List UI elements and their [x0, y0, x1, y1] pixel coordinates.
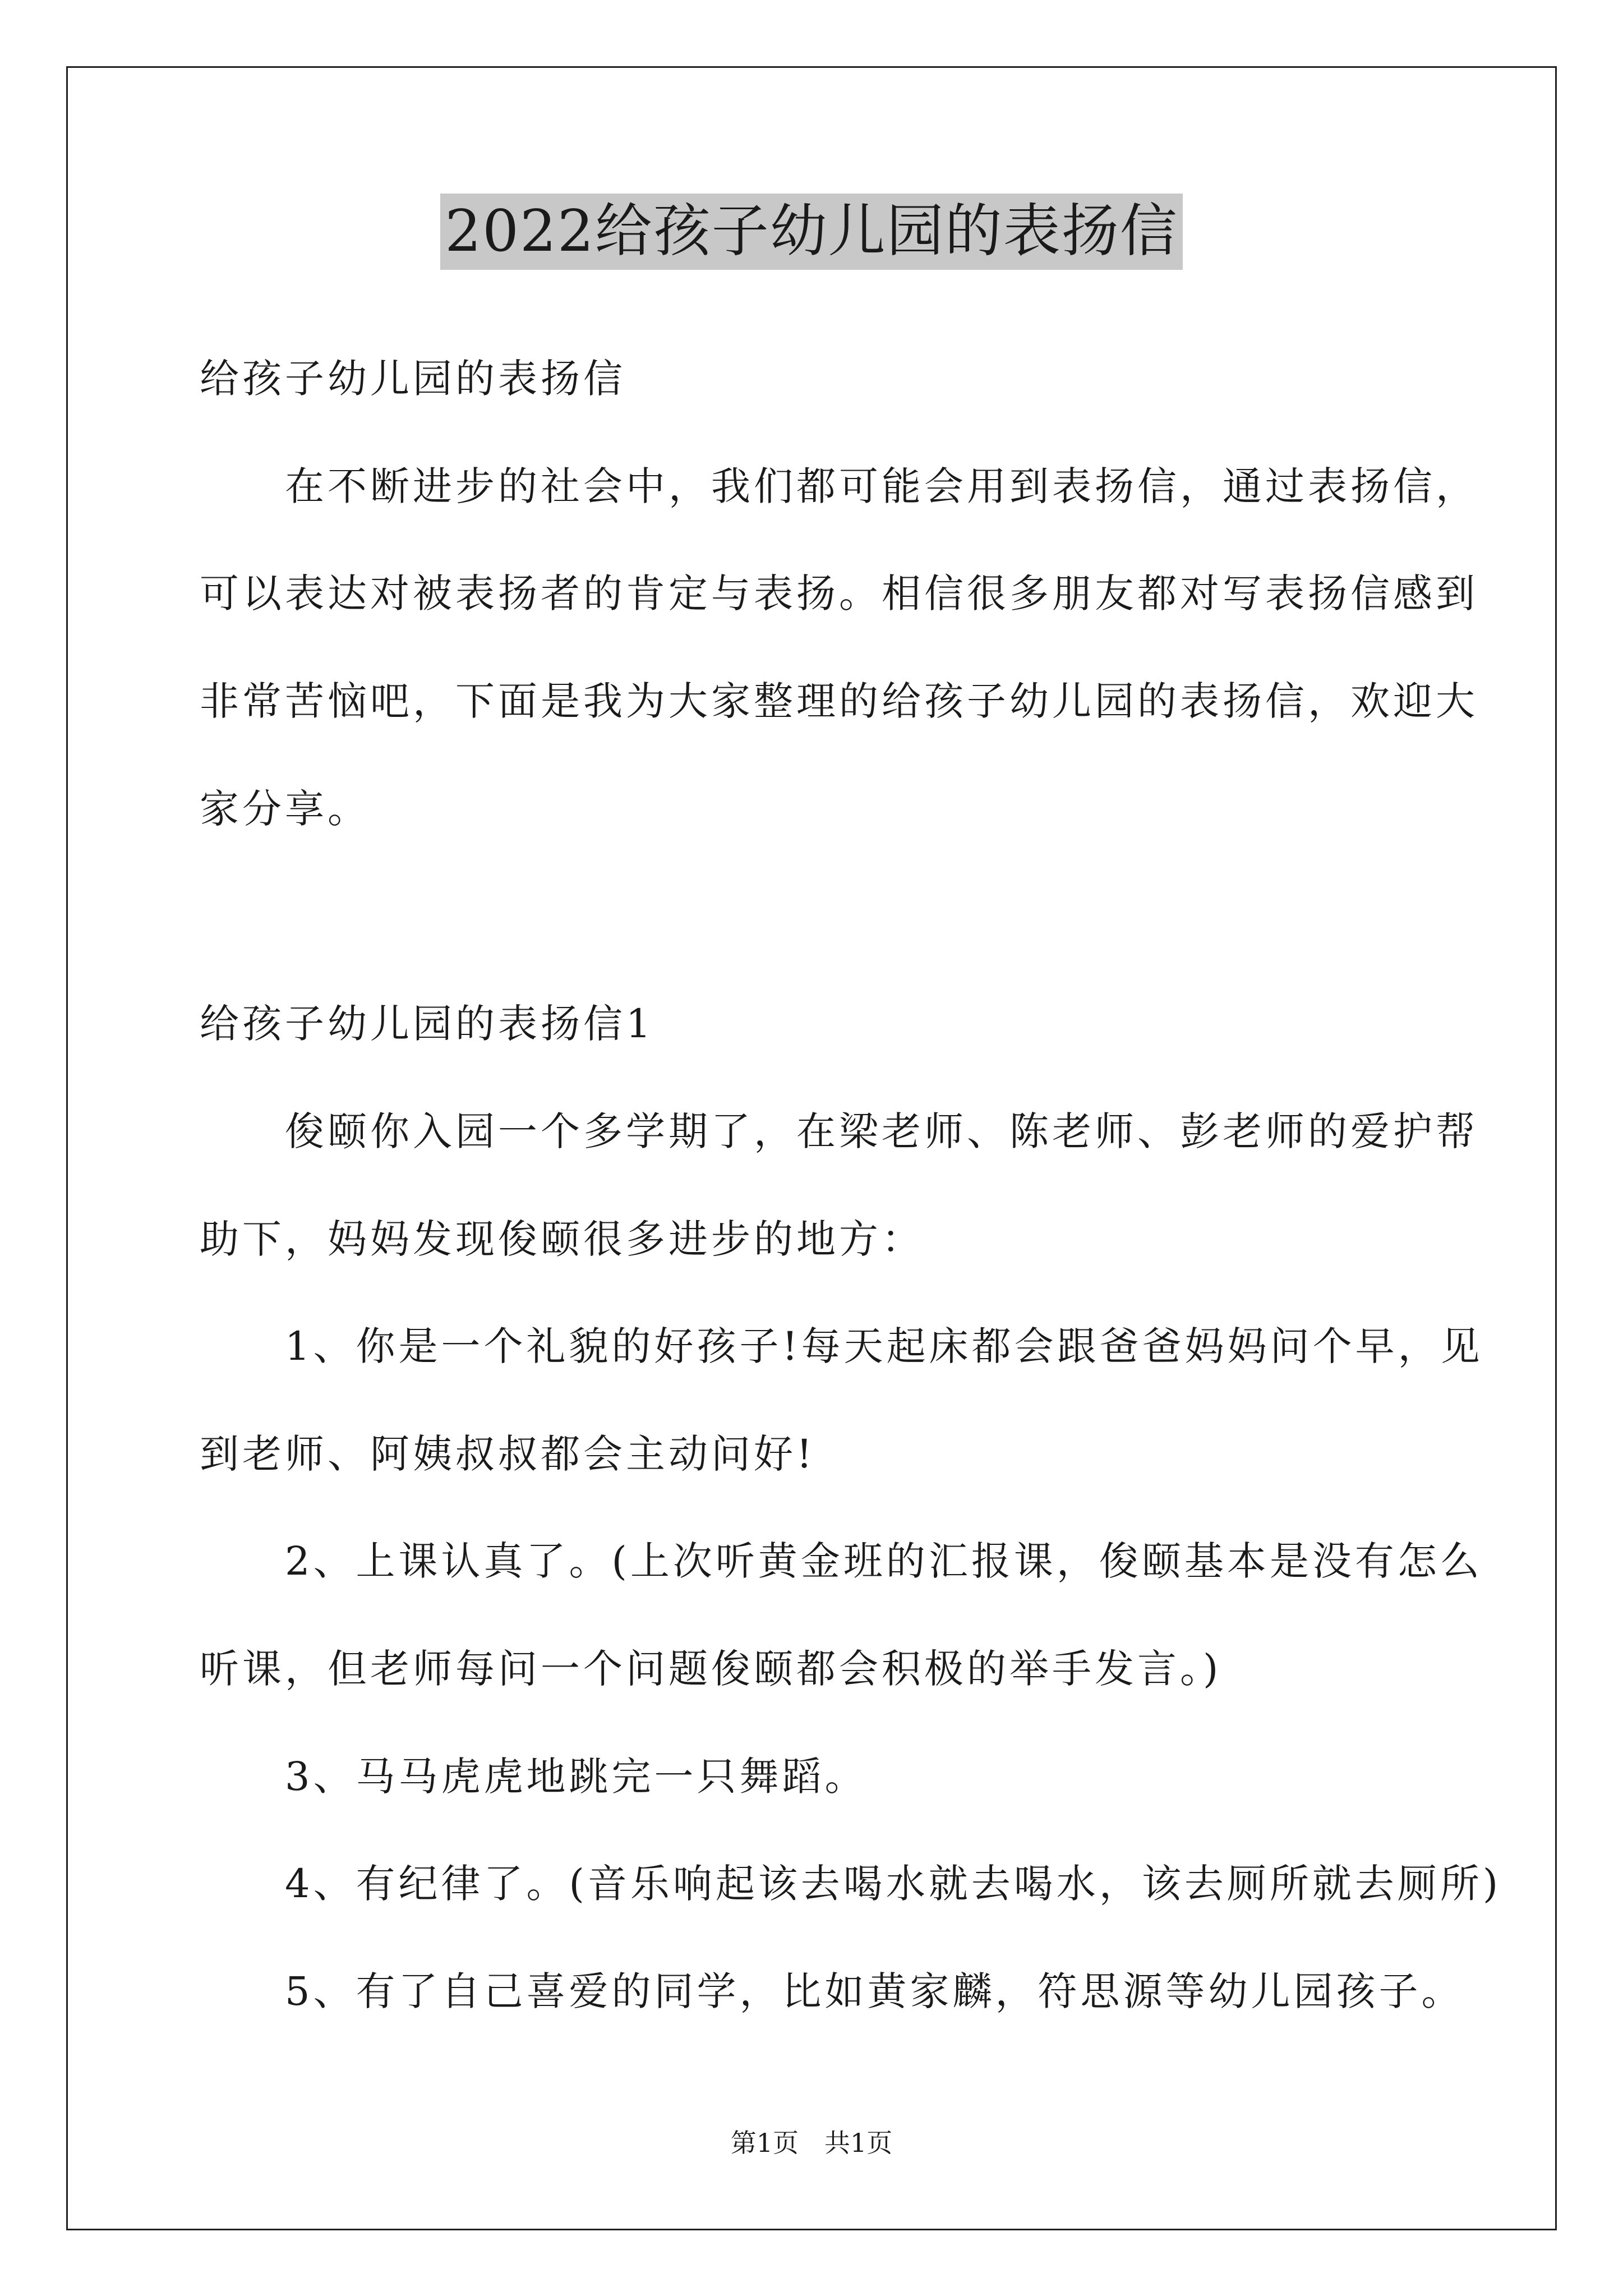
page-number-footer: 第1页 共1页 [730, 2128, 893, 2158]
paragraph-line: 助下，妈妈发现俊颐很多进步的地方： [200, 1216, 924, 1262]
paragraph-line: 2、上课认真了。(上次听黄金班的汇报课，俊颐基本是没有怎么 [200, 1538, 1483, 1584]
paragraph-line: 3、马马虎虎地跳完一只舞蹈。 [200, 1754, 868, 1800]
paragraph-line: 家分享。 [200, 786, 370, 832]
paragraph-line: 4、有纪律了。(音乐响起该去喝水就去喝水，该去厕所就去厕所) [200, 1861, 1502, 1907]
title-container [0, 194, 1623, 270]
paragraph-line: 非常苦恼吧，下面是我为大家整理的给孩子幼儿园的表扬信，欢迎大 [200, 678, 1478, 724]
paragraph-line: 俊颐你入园一个多学期了，在梁老师、陈老师、彭老师的爱护帮 [200, 1108, 1478, 1154]
section-heading: 给孩子幼儿园的表扬信 [200, 356, 626, 402]
paragraph-line: 听课，但老师每问一个问题俊颐都会积极的举手发言。) [200, 1646, 1222, 1692]
paragraph-line: 在不断进步的社会中，我们都可能会用到表扬信，通过表扬信， [200, 463, 1478, 509]
paragraph-line: 到老师、阿姨叔叔都会主动问好! [200, 1431, 816, 1477]
section-heading: 给孩子幼儿园的表扬信1 [200, 1001, 654, 1047]
paragraph-line: 5、有了自己喜爱的同学，比如黄家麟，符思源等幼儿园孩子。 [200, 1968, 1464, 2014]
document-title[interactable]: 2022给孩子幼儿园的表扬信 [440, 194, 1183, 270]
paragraph-line: 可以表达对被表扬者的肯定与表扬。相信很多朋友都对写表扬信感到 [200, 570, 1478, 616]
paragraph-line: 1、你是一个礼貌的好孩子!每天起床都会跟爸爸妈妈问个早，见 [200, 1323, 1483, 1369]
